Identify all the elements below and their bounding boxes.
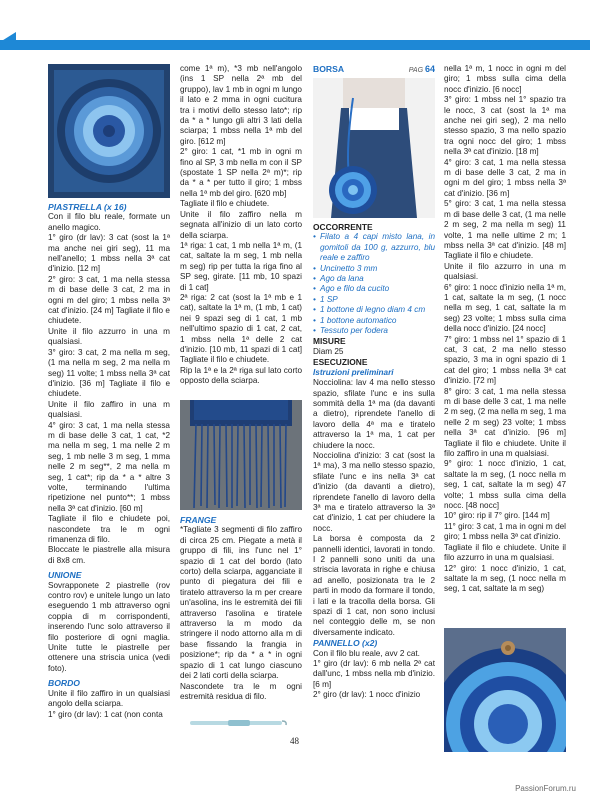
- header-bar: [0, 0, 590, 50]
- paragraph: Unite il filo zaffiro in un qualsiasi angolo della sciarpa.: [48, 688, 170, 709]
- paragraph: nella 1ª m, 1 nocc in ogni m del giro; 1 mbss sulla cima della nocc d'inizio. [6 nocc]: [444, 64, 566, 94]
- material-item: • Ago da lana: [313, 274, 435, 284]
- occorrente-title: OCCORRENTE: [313, 222, 373, 232]
- section-title-borsa: BORSA: [313, 64, 345, 74]
- page-number: 48: [290, 736, 299, 746]
- page-reference: [409, 64, 435, 76]
- material-item: • 1 SP: [313, 295, 435, 305]
- paragraph: 1° giro (dr lav): 6 mb nella 2ª cat dall'unc, 1 mbss nella mb d'inizio. [6 m]: [313, 659, 435, 689]
- section-title-pannello: PANNELLO (x2): [313, 638, 378, 649]
- esecuzione-title: ESECUZIONE: [313, 357, 368, 368]
- paragraph: Con il filo blu reale, formate un anello magico.: [48, 212, 170, 232]
- fringe-photo: [180, 400, 302, 510]
- materials-list: [313, 232, 435, 336]
- paragraph: 8° giro: 3 cat, 1 ma nella stessa m di base delle 3 cat, 1 ma nelle 2 m seg, (2 ma nella m seg, 1 ma nelle 2 m seg) 23 volte; 1 mbss nella 3ª cat d'inizio. [96 m] Tagliate il filo e chiudete. Unite il filo zaffiro in una m qualsiasi.: [444, 386, 566, 459]
- paragraph: 10° giro: rip il 7° giro. [144 m]: [444, 511, 550, 521]
- column-1: [48, 202, 170, 720]
- paragraph: Bloccate le piastrelle alla misura di 8x8 cm.: [48, 545, 170, 565]
- paragraph: 2° giro: 1 cat, *1 mb in ogni m fino al SP, 3 mb nella m con il SP (spostate 1 SP nella 2ª m)*; rip da * a * per tutto il giro; 1 mbss nella 1ª mb del giro. [620 mb]: [180, 147, 302, 198]
- bag-closeup-photo: [444, 628, 566, 752]
- column-4: [444, 64, 566, 595]
- bag-model-photo: [313, 78, 435, 218]
- paragraph: 2° giro: 3 cat, 1 ma nella stessa m di base delle 3 cat, 2 ma in ogni m del giro; 1 mbss nella 3ª cat d'inizio. [24 m] Tagliate il filo e chiudete.: [48, 274, 170, 326]
- paragraph: Rip la 1ª e la 2ª riga sul lato corto opposto della sciarpa.: [180, 365, 302, 386]
- paragraph: Tagliate il filo e chiudete poi, nascondete tra le m ogni rimanenza di filo.: [48, 514, 170, 544]
- paragraph: Sovrapponete 2 piastrelle (rov contro rov) e unitele lungo un lato eseguendo 1 mb attraverso ogni coppia di m corrispondenti, inserendo l'unc solo attraverso il filo posteriore di ogni maglia. Unite tutte le piastrelle per ottenere una striscia unica (vedi foto).: [48, 580, 170, 673]
- paragraph: 4° giro: 3 cat, 1 ma nella stessa m di base delle 3 cat, 2 ma in ogni m del giro; 1 mbss nella 3ª cat d'inizio. [36 m]: [444, 157, 566, 198]
- page-reference-label: PAG: [408, 67, 424, 74]
- paragraph: 2ª riga: 2 cat (sost la 1ª mb e 1 cat), saltate la 1ª m, (1 mb, 1 cat) nei 9 spazi seg di 1 cat, 1 mb nell'ultimo spazio di 1 cat, 2 cat, 1 mbss nella 1ª delle 2 cat d'inizio. [10 mb, 11 spazi di 1 cat] Tagliate il filo e chiudete.: [180, 292, 302, 365]
- section-title-piastrella: PIASTRELLA (x 16): [48, 202, 127, 212]
- column-3-text: [313, 222, 435, 701]
- paragraph: come 1ª m), *3 mb nell'angolo (ins 1 SP nella 2ª mb del gruppo), lav 1 mb in ogni m lungo il lato e 2 mma in ogni cucitura tra i motivi dello stesso lato*; rip da * a * lungo gli altri 3 lati della sciarpa; 1 mbss nella 1ª mb del giro. [612 m]: [180, 64, 302, 146]
- paragraph: 11° giro: 3 cat, 1 ma in ogni m del giro; 1 mbss nella 3ª cat d'inizio.: [444, 521, 566, 542]
- paragraph: 1° giro (dr lav): 3 cat (sost la 1ª ma anche nei giri seg), 11 ma nell'anello; 1 mbss nella 3ª cat d'inizio. [12 m]: [48, 233, 170, 274]
- column-2-lower: [180, 515, 302, 702]
- material-item: • 1 bottone di legno diam 4 cm: [313, 305, 435, 315]
- misure-title: MISURE: [313, 336, 346, 347]
- paragraph: 5° giro: 3 cat, 1 ma nella stessa m di base delle 3 cat, (1 ma nelle 2 m seg, 2 ma nella m seg) 11 volte, 1 ma nelle ultime 2 m; 1 mbss nella 3ª cat d'inizio. [48 m] Tagliate il filo e chiudete.: [444, 199, 566, 261]
- page-reference-number: 64: [424, 64, 435, 74]
- section-title-unione: UNIONE: [48, 570, 82, 581]
- paragraph: Nocciolina: lav 4 ma nello stesso spazio, sfilate l'unc e ins sulla sommità della 1ª ma (da davanti a dietro), riprendete l'anello di lavoro della 4ª ma e tiratelo attraverso la 1ª ma, 1 cat per chiudere la nocc.: [313, 378, 435, 450]
- section-title-frange: FRANGE: [180, 515, 217, 525]
- column-3: [313, 64, 435, 76]
- paragraph: Unite il filo zaffiro in una m qualsiasi.: [48, 399, 170, 420]
- material-item: • Tessuto per fodera: [313, 326, 435, 336]
- paragraph: 4° giro: 3 cat, 1 ma nella stessa m di base delle 3 cat, 1 cat, *2 ma nella m seg, 1 ma nelle 2 m seg, 1 mb nelle 3 m seg, 1 mma nelle 2 m seg**, 2 ma nella m seg, 1 cat*; rip da * a * altre 3 volte, terminando l'ultima ripetizione nel punto**; 1 mbss nella 3ª cat d'inizio. [60 m]: [48, 420, 170, 513]
- paragraph: 3° giro: 1 mbss nel 1° spazio tra le nocc, 3 cat (sost la 1ª ma anche nei giri seg), 2 ma nello stesso spazio, 3 ma nello spazio tra ogni nocc del giro; 1 mbss nella 3ª cat d'inizio. [18 m]: [444, 95, 566, 157]
- paragraph: 9° giro: 1 nocc d'inizio, 1 cat, saltate la m seg, (1 nocc nella m seg, 1 cat, saltate la m seg) 47 volte; 1 mbss sulla cima della nocc. [48 nocc]: [444, 459, 566, 511]
- paragraph: Nocciolina d'inizio: 3 cat (sost la 1ª ma), 3 ma nello stesso spazio, sfilate l'unc e ins nella 3ª cat d'inizio (da davanti a dietro), riprendete l'anello di lavoro della 3ª ma e tiratelo attraverso la 3ª cat d'inizio, 1 cat per chiudere la nocc.: [313, 450, 435, 533]
- paragraph: 12° giro: 1 nocc d'inizio, 1 cat, saltate la m seg, (1 nocc nella m seg, 1 cat, saltate la m seg): [444, 563, 566, 594]
- paragraph: Con il filo blu reale, avv 2 cat.: [313, 648, 420, 658]
- section-title-bordo: BORDO: [48, 678, 80, 689]
- material-item: • 1 bottone automatico: [313, 316, 435, 326]
- paragraph: Tagliate il filo e chiudete.: [180, 199, 270, 209]
- watermark: PassionForum.ru: [515, 784, 576, 793]
- istruzioni-title: Istruzioni preliminari: [313, 367, 394, 377]
- paragraph: Tagliate il filo e chiudete. Unite il filo azzurro in una m qualsiasi.: [444, 542, 566, 563]
- paragraph: 1ª riga: 1 cat, 1 mb nella 1ª m, (1 cat, saltate la m seg, 1 mb nella m seg) rip per tutta la riga fino al SP seg, girate. [11 mb, 10 spazi di 1 cat]: [180, 240, 302, 292]
- hook-illustration: [188, 716, 288, 728]
- material-item: • Ago e filo da cucito: [313, 284, 435, 294]
- misure-value: Diam 25: [313, 346, 344, 356]
- material-item: • Filato a 4 capi misto lana, in gomitoli da 100 g, azzurro, blu reale e zaffiro: [313, 232, 435, 263]
- paragraph: 2° giro (dr lav): 1 nocc d'inizio: [313, 690, 421, 700]
- borsa-header: [313, 64, 435, 76]
- paragraph: 1° giro (dr lav): 1 cat (non conta: [48, 709, 163, 719]
- tile-photo: [48, 64, 170, 198]
- paragraph: *Tagliate 3 segmenti di filo zaffiro di circa 25 cm. Piegate a metà il gruppo di fili, ins l'unc nel 1° spazio di 1 cat del bordo (lato corto) della sciarpa, agganciate il punto di piegatura dei fili e tiratelo attraverso la m per creare un'asolina, ins le estremità dei fili attraverso l'asolina e tiratele attraverso la m modo da stringere il nodo attorno alla m di base fissando la frangia in posizione*; rip da * a * in ogni spazio di 1 cat lungo ciascuno dei 2 lati corti della sciarpa.: [180, 525, 302, 681]
- paragraph: Unite il filo azzurro in una m qualsiasi.: [48, 326, 170, 347]
- paragraph: Unite il filo azzurro in una m qualsiasi.: [444, 261, 566, 282]
- paragraph: La borsa è composta da 2 pannelli identici, lavorati in tondo. I 2 pannelli sono uniti da una striscia lavorata in righe e chiusa ad anello, posizionata tra le 2 parti in modo da formare il tondo, i lati e la tracolla della borsa. Gli spazi di 1 cat, non sono inclusi nel conteggio delle m, se non diversamente indicato.: [313, 534, 435, 637]
- material-item: • Uncinetto 3 mm: [313, 264, 435, 274]
- paragraph: 7° giro: 1 mbss nel 1° spazio di 1 cat, 3 cat, 2 ma nello stesso spazio, 3 ma in ogni spazio di 1 cat del giro; 1 mbss nella 3ª cat d'inizio. [72 m]: [444, 334, 566, 386]
- paragraph: Unite il filo zaffiro nella m segnata all'inizio di un lato corto della sciarpa.: [180, 209, 302, 240]
- paragraph: Nascondete tra le m ogni estremità residua di filo.: [180, 681, 302, 701]
- paragraph: 3° giro: 3 cat, 2 ma nella m seg, (1 ma nella m seg, 2 ma nella m seg) 11 volte; 1 mbss nella 3ª cat d'inizio. [36 m] Tagliate il filo e chiudete.: [48, 347, 170, 399]
- header-band: [0, 40, 590, 50]
- column-2: [180, 64, 302, 387]
- paragraph: 6° giro: 1 nocc d'inizio nella 1ª m, 1 cat, saltate la m seg, (1 nocc nella m seg, 1 cat, saltate la m seg) 23 volte; 1 mbss sulla cima della nocc d'inizio. [24 nocc]: [444, 282, 566, 334]
